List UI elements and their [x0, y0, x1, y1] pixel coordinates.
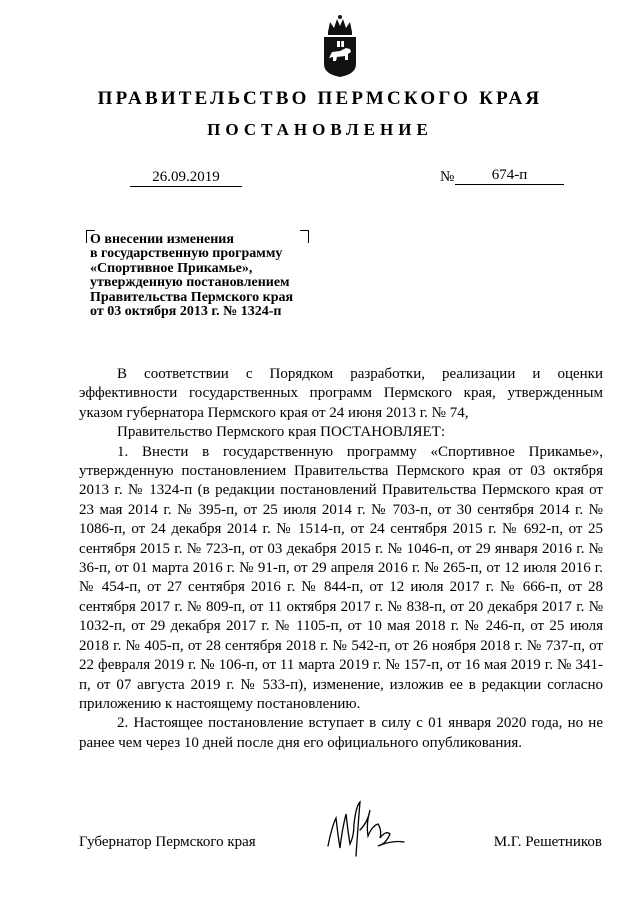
document-subject: [90, 233, 320, 319]
subject-line: Правительства Пермского края: [90, 289, 294, 305]
signature-image: [320, 796, 410, 862]
body-paragraph-preamble: В соответствии с Порядком разработки, реализации и оценки эффективности государственных программ Пермского края, утвержденным указом губернатора Пермского края от 24 июня 2013 г. № 74,: [79, 366, 603, 421]
government-title: ПРАВИТЕЛЬСТВО ПЕРМСКОГО КРАЯ: [97, 88, 543, 109]
subject-line: от 03 октября 2013 г. № 1324-п: [90, 304, 282, 320]
signer-title: Губернатор Пермского края: [79, 834, 256, 850]
subject-line: утвержденную постановлением: [90, 275, 290, 291]
document-number: 674-п: [455, 167, 564, 185]
signer-name: М.Г. Решетников: [493, 834, 602, 850]
body-paragraph-item-2: 2. Настоящее постановление вступает в силу с 01 января 2020 года, но не ранее чем через 10 дней после дня его официального опубликования.: [79, 715, 603, 751]
body-paragraph-resolves: Правительство Пермского края ПОСТАНОВЛЯЕТ:: [117, 424, 446, 441]
document-date: 26.09.2019: [130, 169, 242, 187]
document-body: [79, 365, 603, 753]
number-sign: №: [440, 169, 455, 185]
subject-line: «Спортивное Прикамье»,: [90, 260, 253, 276]
subject-line: О внесении изменения: [90, 232, 234, 247]
coat-of-arms-icon: [320, 14, 360, 78]
body-paragraph-item-1: 1. Внести в государственную программу «Спортивное Прикамье», утвержденную постановлением Правительства Пермского края от 03 октября 2013 г. № 1324-п (в редакции постановлений Правительства Пермского края от 23 мая 2014 г. № 395-п, от 25 июля 2014 г. № 703-п, от 30 сентября 2014 г. № 1086-п, от 24 декабря 2014 г. № 1514-п, от 24 сентября 2015 г. № 692-п, от 25 сентября 2015 г. № 723-п, от 03 декабря 2015 г. № 1046-п, от 29 января 2016 г. № 36-п, от 01 марта 2016 г. № 91-п, от 29 апреля 2016 г. № 265-п, от 12 июля 2016 г. № 454-п, от 27 сентября 2016 г. № 844-п, от 12 июля 2017 г. № 666-п, от 28 сентября 2017 г. № 809-п, от 11 октября 2017 г. № 838-п, от 20 декабря 2017 г. № 1032-п, от 29 декабря 2017 г. № 1105-п, от 10 мая 2018 г. № 246-п, от 25 июля 2018 г. № 405-п, от 28 сентября 2018 г. № 542-п, от 26 ноября 2018 г. № 737-п, от 22 февраля 2019 г. № 106-п, от 11 марта 2019 г. № 157-п, от 16 мая 2019 г. № 341-п, от 07 августа 2019 г. № 533-п), изменение, изложив ее в редакции согласно приложению к настоящему постановлению.: [79, 443, 603, 712]
subject-line: в государственную программу: [90, 246, 283, 262]
document-type: ПОСТАНОВЛЕНИЕ: [207, 120, 433, 139]
